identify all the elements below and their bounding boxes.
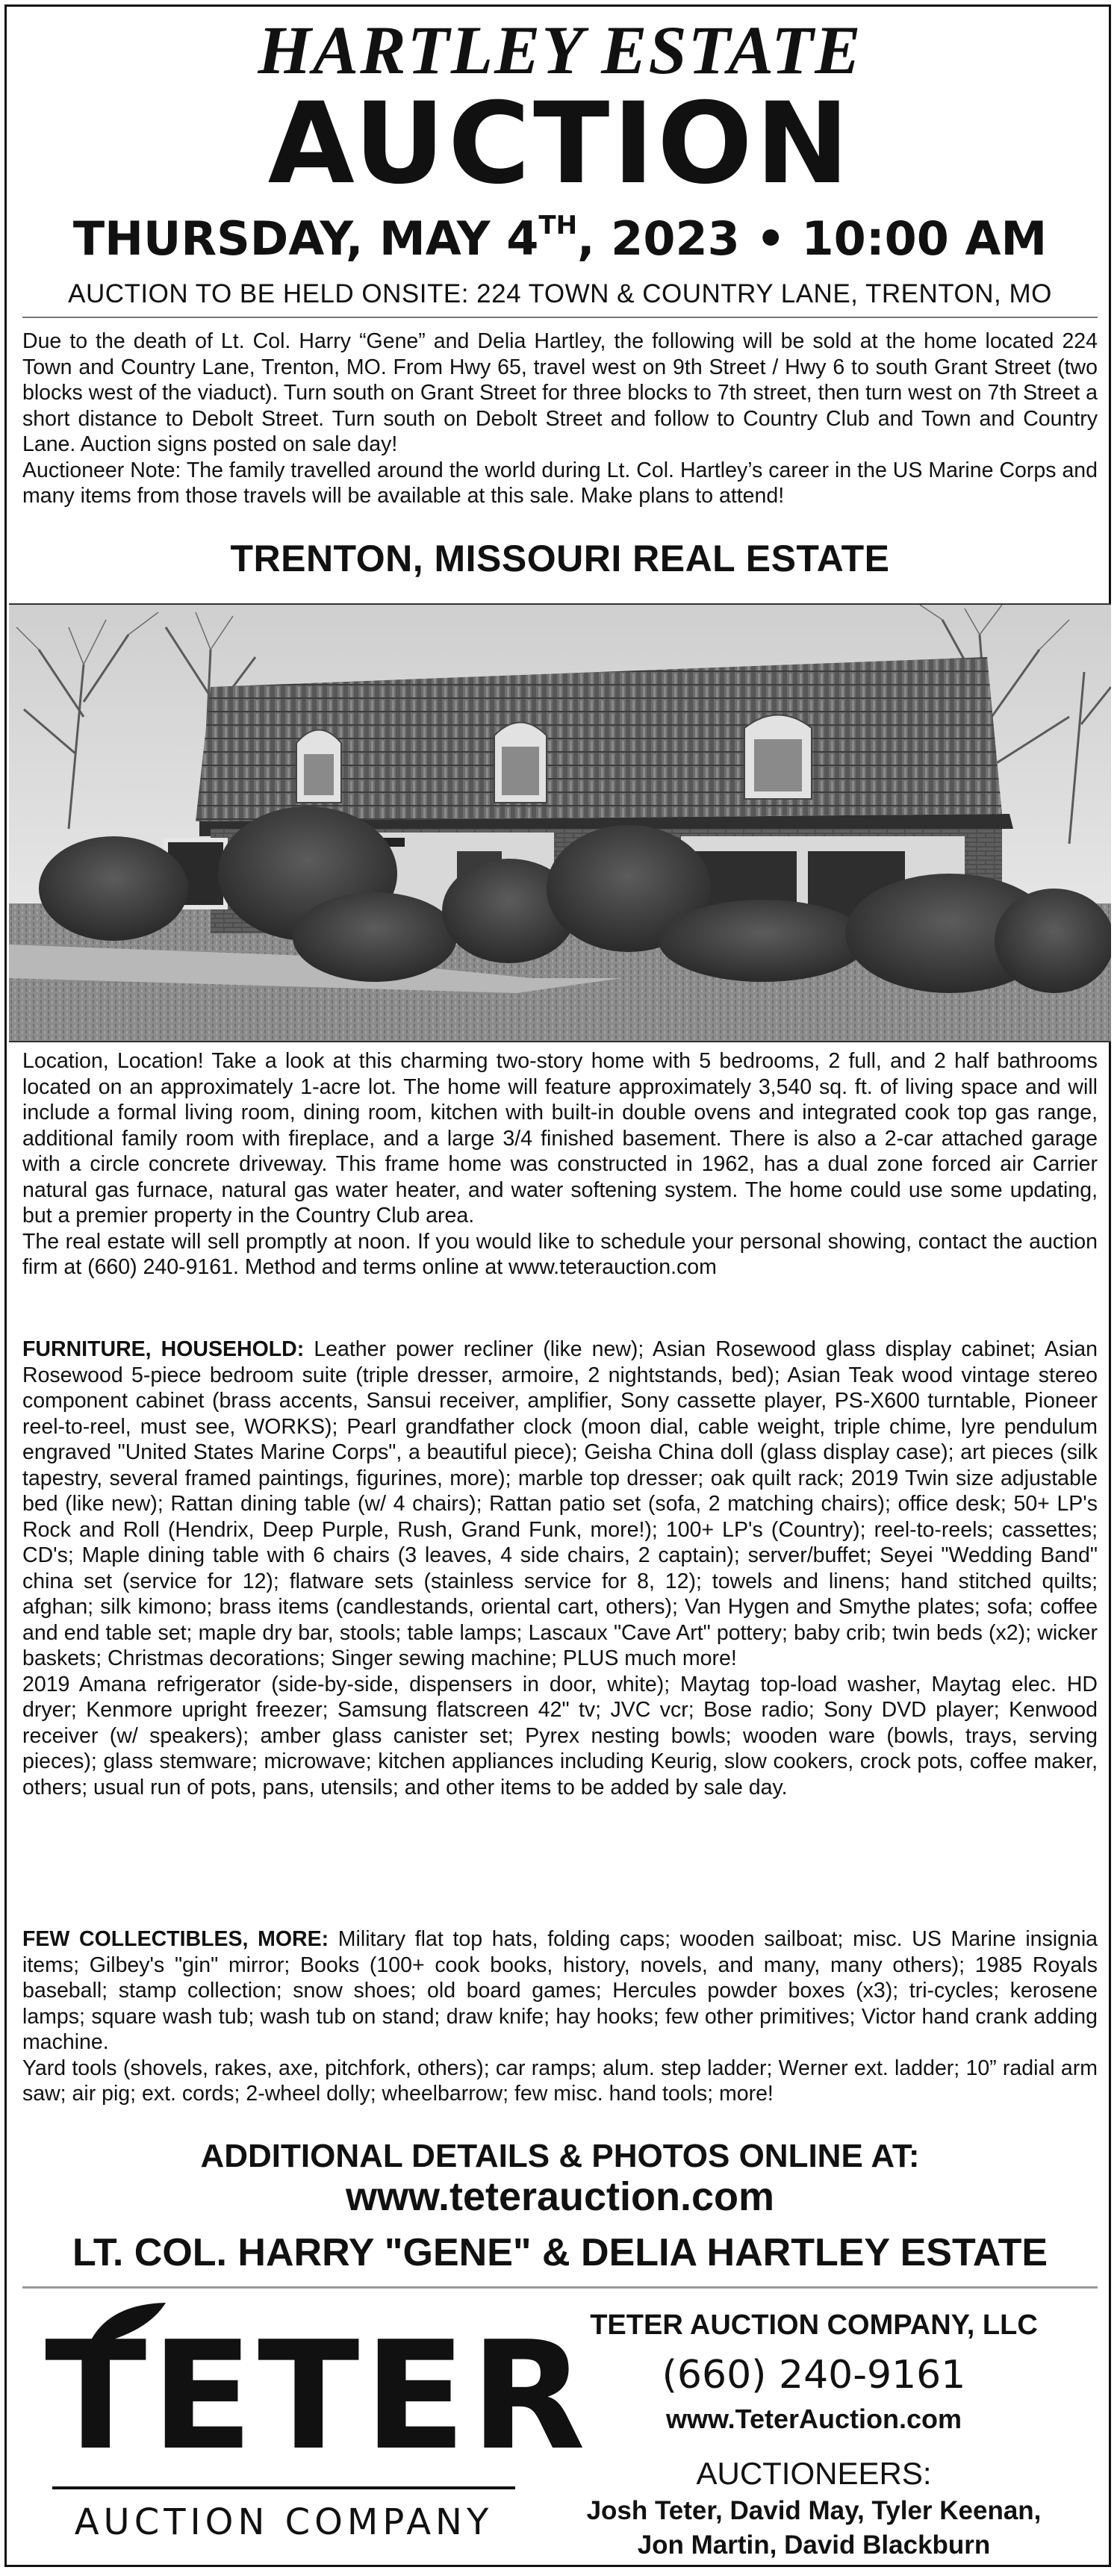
intro-paragraph: Due to the death of Lt. Col. Harry “Gene” and Delia Hartley, the following will be sold at the home located 224 Town and Country Lane, Trenton, MO. From Hwy 65, travel west on 9th Street / Hwy 6 to south Grant Street (two blocks west of the viaduct). Turn south on Grant Street for three blocks to 7th street, then turn west on 7th Street a short distance to Debolt Street. Turn south on Debolt Street and follow to Country Club and Town and Country Lane. Auction signs posted on sale day!: [22, 329, 1098, 456]
furniture-items: Leather power recliner (like new); Asian Rosewood glass display cabinet; Asian Rosewood 5-piece bedroom suite (triple dresser, armoire, 2 nightstands, bed); Asian Teak wood vintage stereo component cabinet (brass accents, Sansui receiver, amplifier, Sony cassette player, PS-X600 turntable, Pioneer reel-to-reel, must see, WORKS); Pearl grandfather clock (moon dial, cable weight, triple chime, lyre pendulum engraved "United States Marine Corps", a beautiful piece); Geisha China doll (glass display case); art pieces (silk tapestry, several framed paintings, figurines, more); marble top dresser; oak quilt rack; 2019 Twin size adjustable bed (like new); Rattan dining table (w/ 4 chairs); Rattan patio set (sofa, 2 matching chairs); office desk; 50+ LP's Rock and Roll (Hendrix, Deep Purple, Rush, Grand Funk, more!); 100+ LP's (Country); reel-to-reels; cassettes; CD's; Maple dining table with 6 chairs (3 leaves, 4 side chairs, 2 captain); server/buffet; Seyei "Wedding Band" china set (service for 12); flatware sets (stainless service for 8, 12); towels and linens; hand stitched quilts; afghan; silk kimono; brass items (candlestands, oriental cart, others); Van Hygen and Smythe plates; sofa; coffee and end table set; maple dry bar, stools; table lamps; Lascaux "Cave Art" pottery; baby crib; twin beds (x2); wicker baskets; Christmas decorations; Singer sewing machine; PLUS much more!: [22, 1337, 1098, 1670]
auctioneers-line-1: Josh Teter, David May, Tyler Keenan,: [586, 2496, 1042, 2525]
auctioneer-note: Auctioneer Note: The family travelled around the world during Lt. Col. Hartley’s career in the US Marine Corps and many items from those travels will be available at this sale. Make plans to attend!: [22, 458, 1098, 508]
collectibles-section: [22, 1926, 1098, 2107]
collectibles-heading: FEW COLLECTIBLES, MORE:: [22, 1927, 329, 1951]
real-estate-description: Location, Location! Take a look at this charming two-story home with 5 bedrooms, 2 full, and 2 half bathrooms located on an approximately 1-acre lot. The home will feature approximately 3,540 sq. ft. of living space and will include a formal living room, dining room, kitchen with built-in double ovens and integrated cook top gas range, additional family room with fireplace, and a large 3/4 finished basement. There is also a 2-car attached garage with a circle concrete driveway. This frame home was constructed in 1962, has a dual zone forced air Carrier natural gas furnace, natural gas water heater, and water softening system. The home could use some updating, but a premier property in the Country Club area.: [22, 1049, 1098, 1228]
online-url[interactable]: www.teterauction.com: [345, 2174, 775, 2219]
contact-block: [545, 2306, 1083, 2563]
online-heading: ADDITIONAL DETAILS & PHOTOS ONLINE AT:: [200, 2138, 920, 2174]
logo-subtitle: AUCTION COMPANY: [74, 2501, 494, 2543]
logo-rule: [52, 2486, 515, 2489]
auctioneers-line-2: Jon Martin, David Blackburn: [637, 2530, 991, 2560]
appliance-list: 2019 Amana refrigerator (side-by-side, dispensers in door, white); Maytag top-load washer, Maytag elec. HD dryer; Kenmore upright freezer; Samsung flatscreen 42" tv; JVC vcr; Bose radio; Sony DVD player; Kenwood receiver (w/ speakers); amber glass canister set; Pyrex nesting bowls; wooden ware (bowls, trays, serving pieces); glass stemware; microwave; kitchen appliances including Keurig, slow cookers, crock pots, coffee maker, others; usual run of pots, pans, utensils; and other items to be added by sale day.: [22, 1672, 1098, 1799]
date-prefix: THURSDAY, MAY 4: [72, 211, 539, 266]
onsite-location: AUCTION TO BE HELD ONSITE: 224 TOWN & COUNTRY LANE, TRENTON, MO: [68, 279, 1052, 308]
collectibles-items: Military flat top hats, folding caps; wooden sailboat; misc. US Marine insignia items; Gilbey's "gin" mirror; Books (100+ cook books, history, novels, and many, many others); 1985 Royals baseball; stamp collection; snow shoes; old board games; Hercules powder boxes (x3); tri-cycles; kerosene lamps; square wash tub; wash tub on stand; draw knife; hay hooks; few other primitives; Victor hand crank adding machine.: [22, 1927, 1098, 2054]
furniture-list: [22, 1337, 1098, 1672]
auction-date: [0, 211, 1120, 267]
teter-logo: [45, 2300, 591, 2554]
intro-text: [22, 329, 1098, 509]
company-name: TETER AUCTION COMPANY, LLC: [590, 2309, 1038, 2341]
phone-number[interactable]: (660) 240-9161: [662, 2353, 966, 2398]
date-suffix: , 2023 • 10:00 AM: [577, 211, 1048, 266]
footer-divider: [22, 2286, 1098, 2289]
company-website[interactable]: www.TeterAuction.com: [665, 2404, 962, 2434]
house-photo: [9, 603, 1111, 1042]
title-auction: AUCTION: [267, 79, 853, 209]
collectibles-list: [22, 1926, 1098, 2056]
date-ordinal: TH: [538, 211, 578, 240]
title-estate: HARTLEY ESTATE: [258, 12, 862, 88]
yard-tools-list: Yard tools (shovels, rakes, axe, pitchfork, others); car ramps; alum. step ladder; Werner ext. ladder; 10” radial arm saw; air pig; ext. cords; 2-wheel dolly; wheelbarrow; few misc. hand tools; more!: [22, 2056, 1098, 2106]
real-estate-heading: TRENTON, MISSOURI REAL ESTATE: [230, 538, 890, 579]
logo-wordmark: TETER: [45, 2309, 591, 2483]
auctioneers-heading: AUCTIONEERS:: [696, 2456, 932, 2491]
real-estate-terms: The real estate will sell promptly at noon. If you would like to schedule your personal showing, contact the auction firm at (660) 240-9161. Method and terms online at www.teterauction.com: [22, 1229, 1098, 1279]
real-estate-text: [22, 1048, 1098, 1281]
divider: [22, 317, 1098, 318]
furniture-section: [22, 1337, 1098, 1800]
furniture-heading: FURNITURE, HOUSEHOLD:: [22, 1337, 305, 1361]
estate-name: LT. COL. HARRY "GENE" & DELIA HARTLEY ESTATE: [72, 2231, 1048, 2274]
